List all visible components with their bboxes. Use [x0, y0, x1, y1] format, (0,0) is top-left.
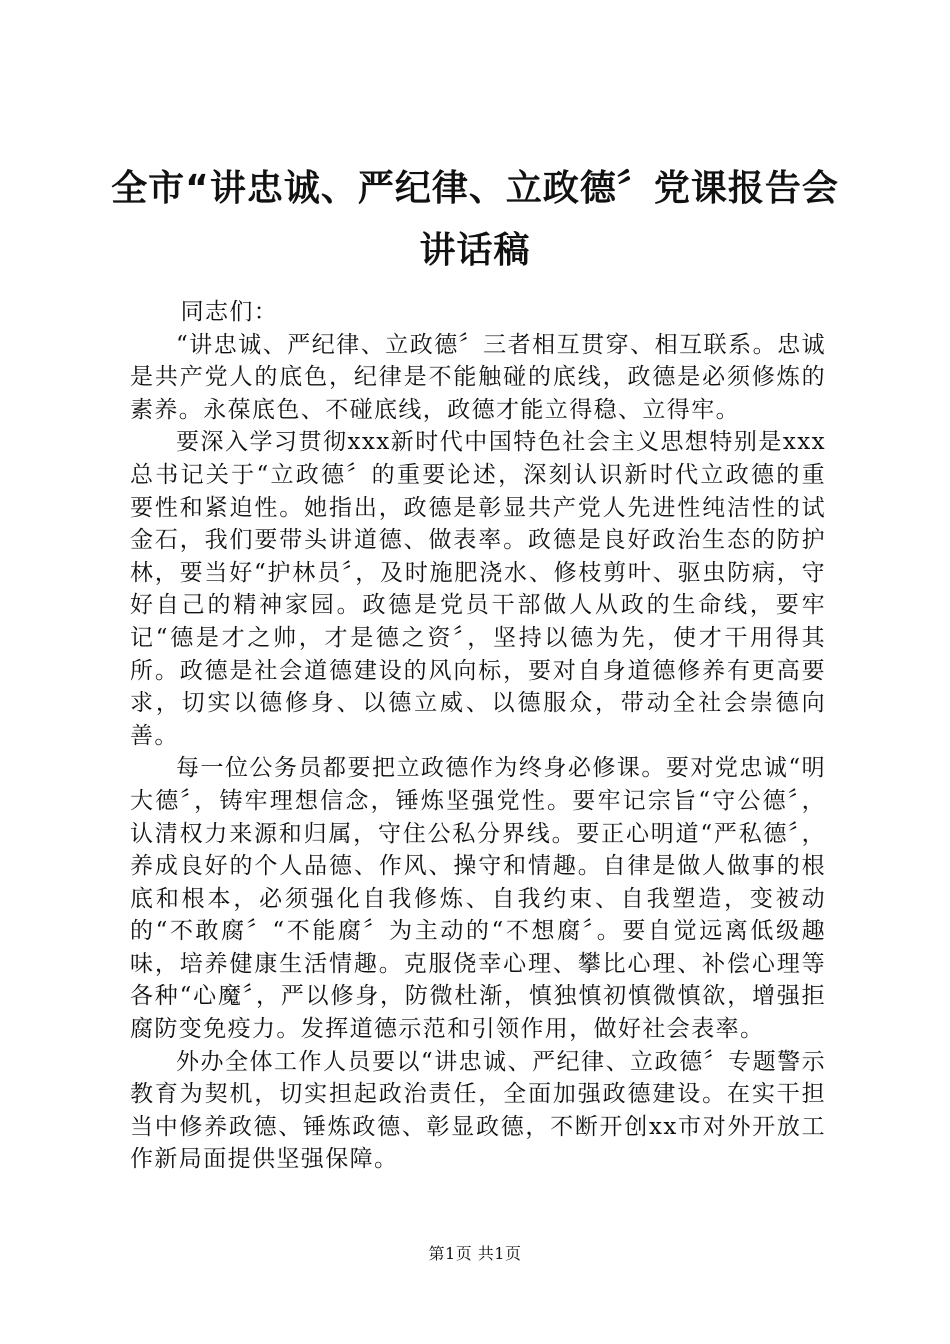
document-body: [130, 296, 826, 1176]
salutation: 同志们：: [180, 299, 279, 325]
page-number: 第1页 共1页: [428, 1244, 522, 1263]
page-footer: [0, 1244, 950, 1264]
page-title: [100, 158, 850, 282]
title-line-1: 全市“讲忠诚、严纪律、立政德〞党课报告会: [111, 168, 839, 209]
title-line-2: 讲话稿: [419, 230, 531, 271]
paragraph-1: “讲忠诚、严纪律、立政德〞三者相互贯穿、相互联系。忠诚是共产党人的底色，纪律是不能触碰的底线，政德是必须修炼的素养。永葆底色、不碰底线，政德才能立得稳、立得牢。: [130, 331, 826, 423]
paragraph-4: 外办全体工作人员要以“讲忠诚、严纪律、立政德〞专题警示教育为契机，切实担起政治责任，全面加强政德建设。在实干担当中修养政德、锤炼政德、彰显政德，不断开创xx市对外开放工作新局面提供坚强保障。: [130, 1048, 826, 1173]
paragraph-3: 每一位公务员都要把立政德作为终身必修课。要对党忠诚“明大德〞，铸牢理想信念，锤炼坚强党性。要牢记宗旨“守公德〞，认清权力来源和归属，守住公私分界线。要正心明道“严私德〞，养成良好的个人品德、作风、操守和情趣。自律是做人做事的根底和根本，必须强化自我修炼、自我约束、自我塑造，变被动的“不敢腐〞“不能腐〞为主动的“不想腐〞。要自觉远离低级趣味，培养健康生活情趣。克服侥幸心理、攀比心理、补偿心理等各种“心魔〞，严以修身，防微杜渐，慎独慎初慎微慎欲，增强拒腐防变免疫力。发挥道德示范和引领作用，做好社会表率。: [130, 755, 826, 1043]
paragraph-2: 要深入学习贯彻xxx新时代中国特色社会主义思想特别是xxx总书记关于“立政德〞的重要论述，深刻认识新时代立政德的重要性和紧迫性。她指出，政德是彰显共产党人先进性纯洁性的试金石，我们要带头讲道德、做表率。政德是良好政治生态的防护林，要当好“护林员〞，及时施肥浇水、修枝剪叶、驱虫防病，守好自己的精神家园。政德是党员干部做人从政的生命线，要牢记“德是才之帅，才是德之资〞，坚持以德为先，使才干用得其所。政德是社会道德建设的风向标，要对自身道德修养有更高要求，切实以德修身、以德立威、以德服众，带动全社会崇德向善。: [130, 429, 826, 749]
